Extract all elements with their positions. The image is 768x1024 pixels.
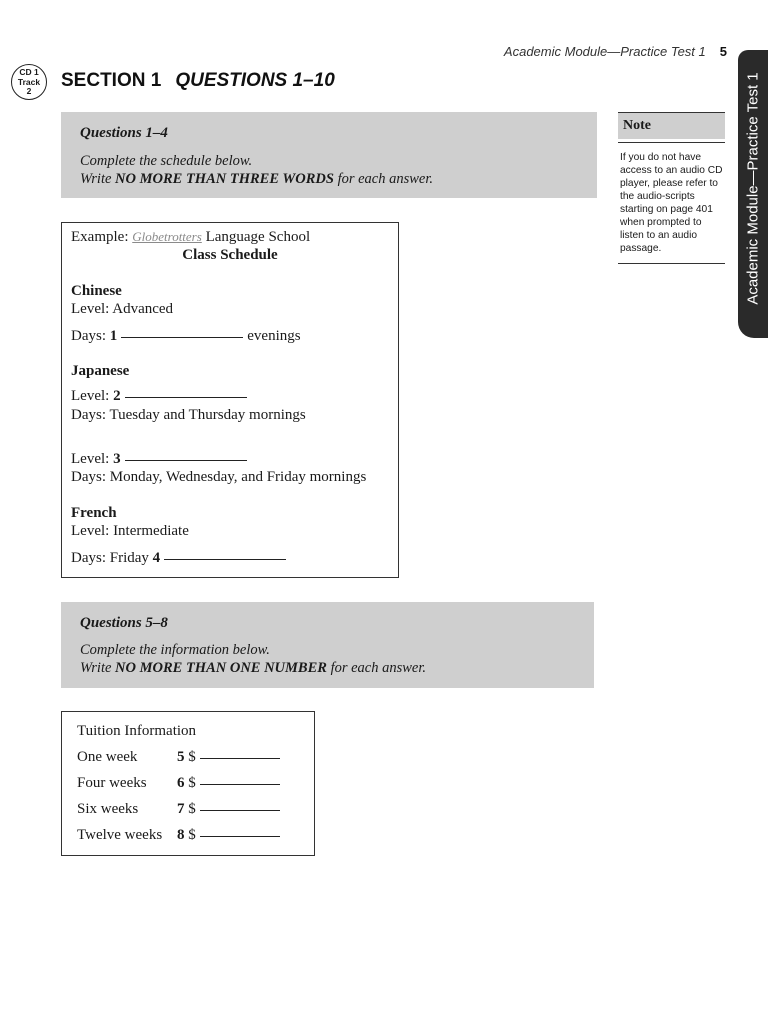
instructions-line2-bold: NO MORE THAN ONE NUMBER: [115, 660, 327, 676]
answer-blank-3[interactable]: [125, 460, 247, 461]
example-label: Example:: [71, 229, 129, 245]
side-tab-label: Academic Module—Practice Test 1: [744, 72, 762, 305]
chinese-level: Level: Advanced: [71, 301, 174, 317]
instructions-line2-bold: NO MORE THAN THREE WORDS: [115, 171, 334, 187]
japanese-heading: Japanese: [71, 363, 130, 379]
tuition-row-label: Twelve weeks: [77, 827, 163, 843]
chinese-days: [71, 328, 301, 345]
example-line: [71, 229, 310, 246]
instructions-line2-prefix: Write: [80, 171, 116, 187]
note-box: [618, 112, 725, 264]
japanese-level-prefix: Level:: [71, 388, 110, 404]
section-label: SECTION 1: [61, 70, 162, 91]
page-number: 5: [719, 44, 727, 59]
question-number-7: 7: [177, 801, 185, 817]
question-number-3: 3: [113, 451, 121, 467]
french-days-prefix: Days: Friday: [71, 550, 149, 566]
french-level: Level: Intermediate: [71, 523, 189, 539]
question-number-8: 8: [177, 827, 185, 843]
tuition-row-label: One week: [77, 749, 138, 765]
section-heading: [61, 70, 335, 92]
instructions-line2: [80, 170, 433, 188]
note-body: If you do not have access to an audio CD player, please refer to the audio-scripts starting on page 401 when prompted to listen to an audio passage.: [618, 142, 725, 264]
chinese-heading: Chinese: [71, 283, 122, 299]
running-head: [504, 44, 727, 59]
cd-badge-line3: 2: [26, 86, 32, 96]
instructions-line1: Complete the schedule below.: [80, 153, 253, 169]
instructions-q1-4: [61, 112, 597, 198]
answer-blank-8[interactable]: [200, 836, 280, 837]
instructions-line2-prefix: Write: [80, 660, 116, 676]
instructions-title: Questions 1–4: [80, 125, 168, 141]
cd-badge-line2: Track: [17, 76, 41, 87]
question-number-5: 5: [177, 749, 185, 765]
tuition-information-box: [61, 711, 315, 856]
answer-blank-4[interactable]: [164, 559, 286, 560]
tuition-row-label: Four weeks: [77, 775, 147, 791]
japanese-level-2: [71, 388, 251, 405]
section-questions: QUESTIONS 1–10: [175, 70, 335, 91]
instructions-line1: Complete the information below.: [80, 642, 270, 658]
japanese-level-3: [71, 451, 251, 468]
question-number-4: 4: [152, 550, 161, 566]
chinese-days-suffix: evenings: [247, 328, 301, 344]
tuition-title: Tuition Information: [77, 723, 197, 739]
answer-blank-6[interactable]: [200, 784, 280, 785]
instructions-line2-suffix: for each answer.: [326, 660, 427, 676]
currency-symbol: $: [188, 775, 196, 791]
currency-symbol: $: [188, 801, 196, 817]
example-suffix: Language School: [205, 229, 311, 245]
question-number-6: 6: [177, 775, 185, 791]
answer-blank-5[interactable]: [200, 758, 280, 759]
japanese-days-2: Days: Monday, Wednesday, and Friday mornings: [71, 469, 367, 485]
answer-blank-1[interactable]: [121, 337, 243, 338]
instructions-q5-8: [61, 602, 594, 688]
japanese-days-1: Days: Tuesday and Thursday mornings: [71, 407, 306, 423]
instructions-title: Questions 5–8: [80, 615, 168, 631]
currency-symbol: $: [188, 827, 196, 843]
tuition-row-label: Six weeks: [77, 801, 139, 817]
schedule-title: Class Schedule: [182, 247, 278, 263]
cd-badge-line1: CD 1: [19, 67, 39, 77]
tuition-row: [77, 801, 284, 818]
answer-blank-7[interactable]: [200, 810, 280, 811]
french-days: [71, 550, 290, 567]
answer-blank-2[interactable]: [125, 397, 247, 398]
cd-track-badge: [11, 64, 47, 100]
french-heading: French: [71, 505, 117, 521]
japanese-level-prefix: Level:: [71, 451, 110, 467]
class-schedule-box: [61, 222, 399, 578]
tuition-row: [77, 775, 284, 792]
tuition-row: [77, 749, 284, 766]
tuition-row: [77, 827, 284, 844]
running-head-title: Academic Module—Practice Test 1: [503, 44, 706, 59]
question-number-1: 1: [109, 328, 118, 344]
instructions-line2-suffix: for each answer.: [333, 171, 434, 187]
chinese-days-prefix: Days:: [71, 328, 106, 344]
note-heading: Note: [618, 112, 725, 139]
currency-symbol: $: [188, 749, 196, 765]
question-number-2: 2: [113, 388, 121, 404]
example-answer: Globetrotters: [132, 229, 202, 244]
instructions-line2: [80, 659, 426, 677]
